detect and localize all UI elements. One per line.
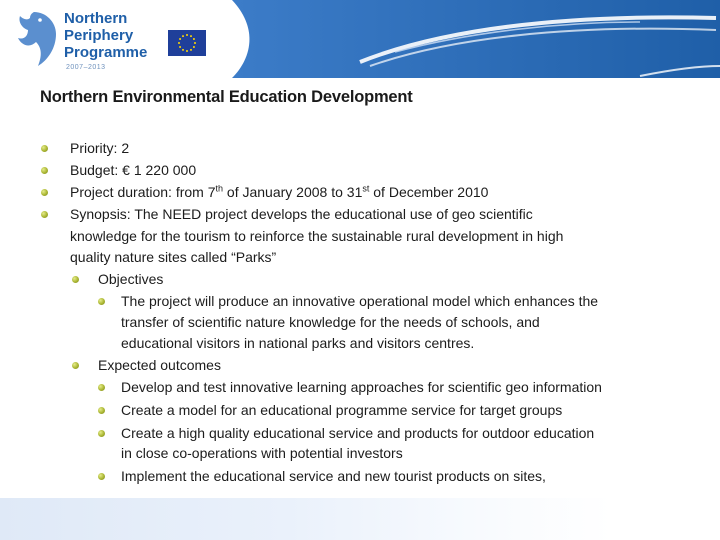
eu-star-icon [190, 35, 192, 37]
outcome-3-line-1: Create a high quality educational service and products for outdoor education [121, 425, 595, 441]
eu-star-icon [193, 38, 195, 40]
bullet-icon [41, 167, 48, 174]
slide-title: Northern Environmental Education Development [40, 88, 413, 106]
synopsis-line-2: knowledge for the tourism to reinforce the sustainable rural development in high [70, 228, 564, 244]
logo-line-3: Programme [64, 44, 148, 61]
eu-star-icon [182, 49, 184, 51]
footer-gradient-band [0, 498, 720, 540]
eu-star-icon [190, 49, 192, 51]
synopsis-line-1: Synopsis: The NEED project develops the educational use of geo scientific [70, 206, 533, 222]
eu-star-icon [186, 34, 188, 36]
objective-line-1: The project will produce an innovative operational model which enhances the [121, 293, 599, 309]
eu-star-icon [178, 42, 180, 44]
budget-text: Budget: € 1 220 000 [70, 162, 197, 178]
priority-text: Priority: 2 [70, 140, 130, 156]
programme-bird-logo-icon [12, 8, 62, 68]
eu-flag-icon [168, 30, 206, 56]
synopsis-line-3: quality nature sites called “Parks” [70, 249, 277, 265]
objective-line-2: transfer of scientific nature knowledge for the needs of schools, and [121, 314, 540, 330]
eu-star-icon [193, 46, 195, 48]
outcome-4: Implement the educational service and new tourist products on sites, [121, 468, 546, 484]
eu-star-icon [194, 42, 196, 44]
bullet-icon [41, 211, 48, 218]
eu-star-icon [179, 46, 181, 48]
programme-logo-text [64, 10, 147, 61]
duration-suffix: of December 2010 [369, 184, 489, 200]
bullet-icon [98, 407, 105, 414]
duration-prefix: Project duration: from 7 [70, 184, 216, 200]
outcomes-label: Expected outcomes [98, 357, 221, 373]
bullet-icon [72, 362, 79, 369]
bullet-icon [41, 189, 48, 196]
outcome-3-line-2: in close co-operations with potential investors [121, 445, 403, 461]
bullet-icon [98, 384, 105, 391]
outcome-2: Create a model for an educational programme service for target groups [121, 402, 563, 418]
bullet-icon [98, 473, 105, 480]
bullet-icon [98, 298, 105, 305]
logo-line-2: Periphery [64, 27, 134, 44]
bullet-icon [98, 430, 105, 437]
logo-line-1: Northern [64, 10, 128, 27]
duration-middle: of January 2008 to 31 [223, 184, 363, 200]
outcome-1: Develop and test innovative learning approaches for scientific geo information [121, 379, 602, 395]
objective-line-3: educational visitors in national parks and visitors centres. [121, 335, 475, 351]
bullet-icon [72, 276, 79, 283]
duration-sup-2: st [362, 183, 370, 194]
eu-star-icon [186, 50, 188, 52]
objectives-label: Objectives [98, 271, 164, 287]
duration-sup-1: th [215, 183, 224, 194]
header [0, 0, 720, 78]
bullet-icon [41, 145, 48, 152]
eu-star-icon [182, 35, 184, 37]
logo-years: 2007–2013 [66, 64, 106, 71]
duration-text [70, 183, 488, 201]
eu-star-icon [179, 38, 181, 40]
